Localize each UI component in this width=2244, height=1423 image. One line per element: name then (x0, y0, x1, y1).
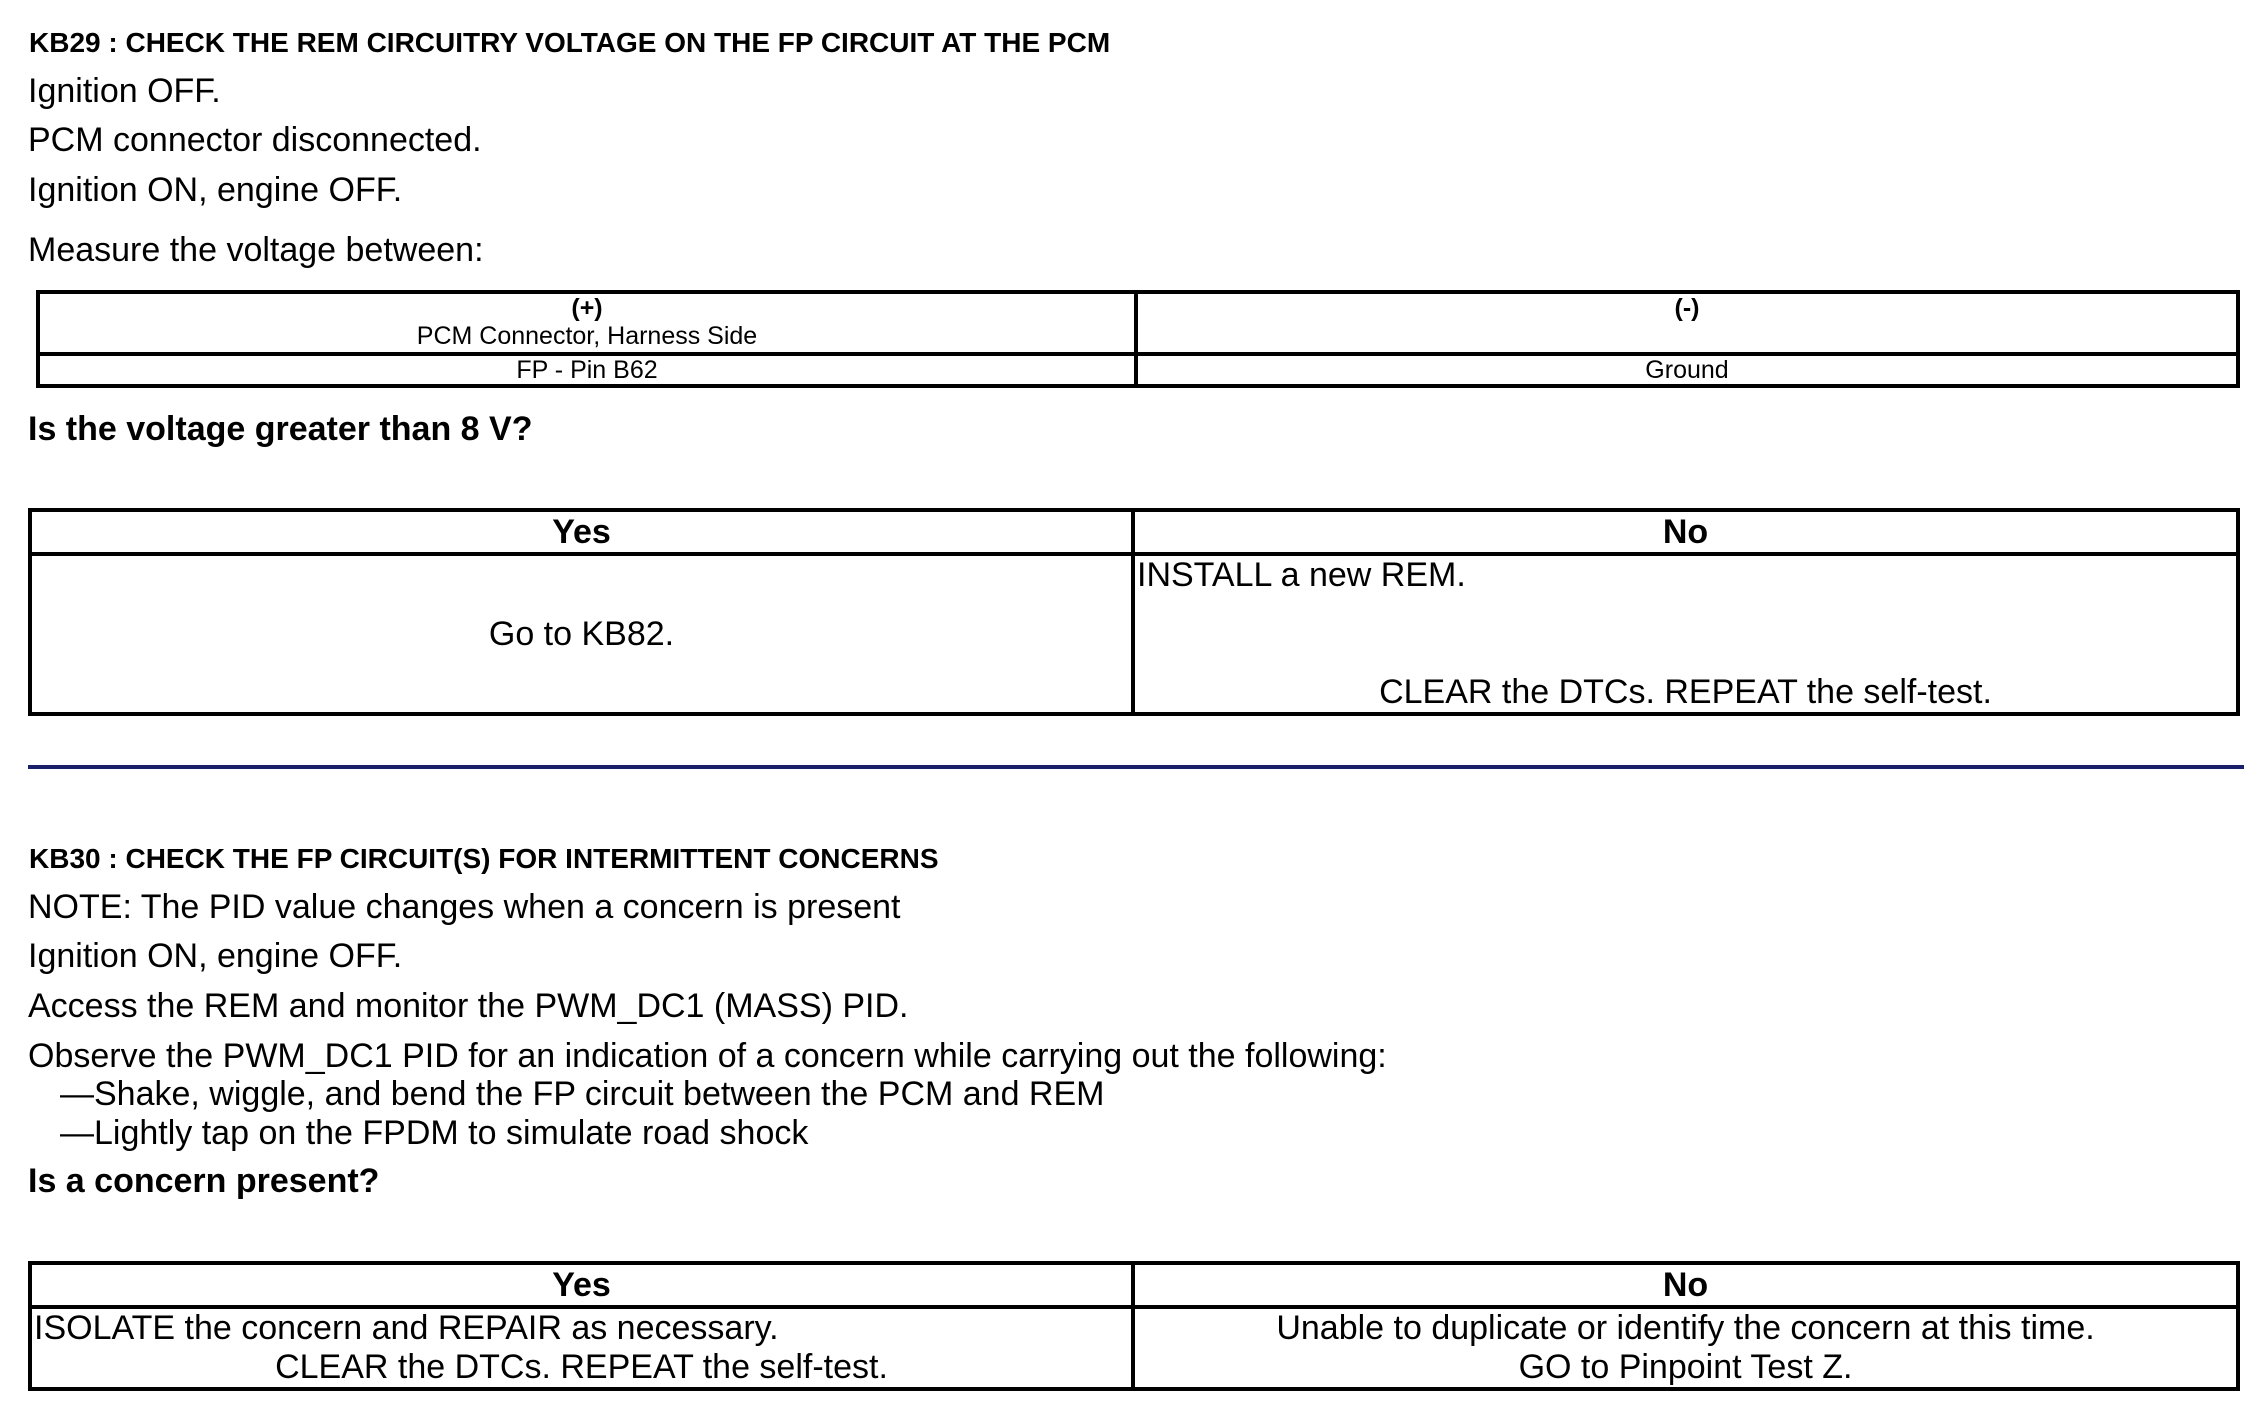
kb29-line-3: Ignition ON, engine OFF. (28, 171, 403, 209)
kb29-question: Is the voltage greater than 8 V? (28, 410, 533, 448)
kb30-title: KB30 : CHECK THE FP CIRCUIT(S) FOR INTERMITTENT CONCERNS (29, 843, 939, 874)
kb30-bullet-2: —Lightly tap on the FPDM to simulate road shock (60, 1114, 809, 1152)
kb29-measure-intro: Measure the voltage between: (28, 231, 484, 269)
kb29-yes-action: Go to KB82. (30, 554, 1133, 714)
kb30-line-4: Observe the PWM_DC1 PID for an indication of a concern while carrying out the following: (28, 1037, 1387, 1075)
measure-plus-header: (+) (571, 294, 603, 322)
kb30-line-1: NOTE: The PID value changes when a concern is present (28, 888, 901, 926)
kb30-yes-action-1: ISOLATE the concern and REPAIR as necessary. (34, 1309, 779, 1347)
kb29-no-action-1: INSTALL a new REM. (1137, 556, 1466, 594)
kb30-result-table (28, 1261, 2240, 1391)
measure-plus-value: FP - Pin B62 (38, 354, 1136, 386)
kb29-no-header: No (1133, 510, 2238, 554)
kb30-no-header: No (1133, 1263, 2238, 1307)
kb29-result-table (28, 508, 2240, 716)
kb30-line-3: Access the REM and monitor the PWM_DC1 (MASS) PID. (28, 987, 909, 1025)
kb30-bullet-1: —Shake, wiggle, and bend the FP circuit between the PCM and REM (60, 1075, 1105, 1113)
kb30-yes-header: Yes (30, 1263, 1133, 1307)
measure-minus-value: Ground (1136, 354, 2238, 386)
kb29-measure-table (36, 290, 2240, 388)
kb29-line-2: PCM connector disconnected. (28, 121, 482, 159)
measure-minus-header-cell (1136, 292, 2238, 354)
kb29-no-action-2: CLEAR the DTCs. REPEAT the self-test. (1379, 673, 1992, 711)
measure-minus-header: (-) (1674, 294, 1700, 322)
kb30-question: Is a concern present? (28, 1162, 380, 1200)
kb30-no-cell (1133, 1307, 2238, 1389)
kb29-yes-header: Yes (30, 510, 1133, 554)
kb30-line-2: Ignition ON, engine OFF. (28, 937, 403, 975)
kb30-yes-cell (30, 1307, 1133, 1389)
kb29-line-1: Ignition OFF. (28, 72, 221, 110)
kb30-yes-action-2: CLEAR the DTCs. REPEAT the self-test. (275, 1348, 888, 1386)
kb29-title: KB29 : CHECK THE REM CIRCUITRY VOLTAGE ON THE FP CIRCUIT AT THE PCM (29, 27, 1111, 58)
measure-plus-subheader: PCM Connector, Harness Side (416, 322, 758, 350)
kb30-no-action-2: GO to Pinpoint Test Z. (1518, 1348, 1853, 1386)
kb30-no-action-1: Unable to duplicate or identify the concern at this time. (1276, 1309, 2095, 1347)
measure-plus-header-cell (38, 292, 1136, 354)
section-divider (28, 765, 2244, 769)
kb29-no-cell (1133, 554, 2238, 714)
